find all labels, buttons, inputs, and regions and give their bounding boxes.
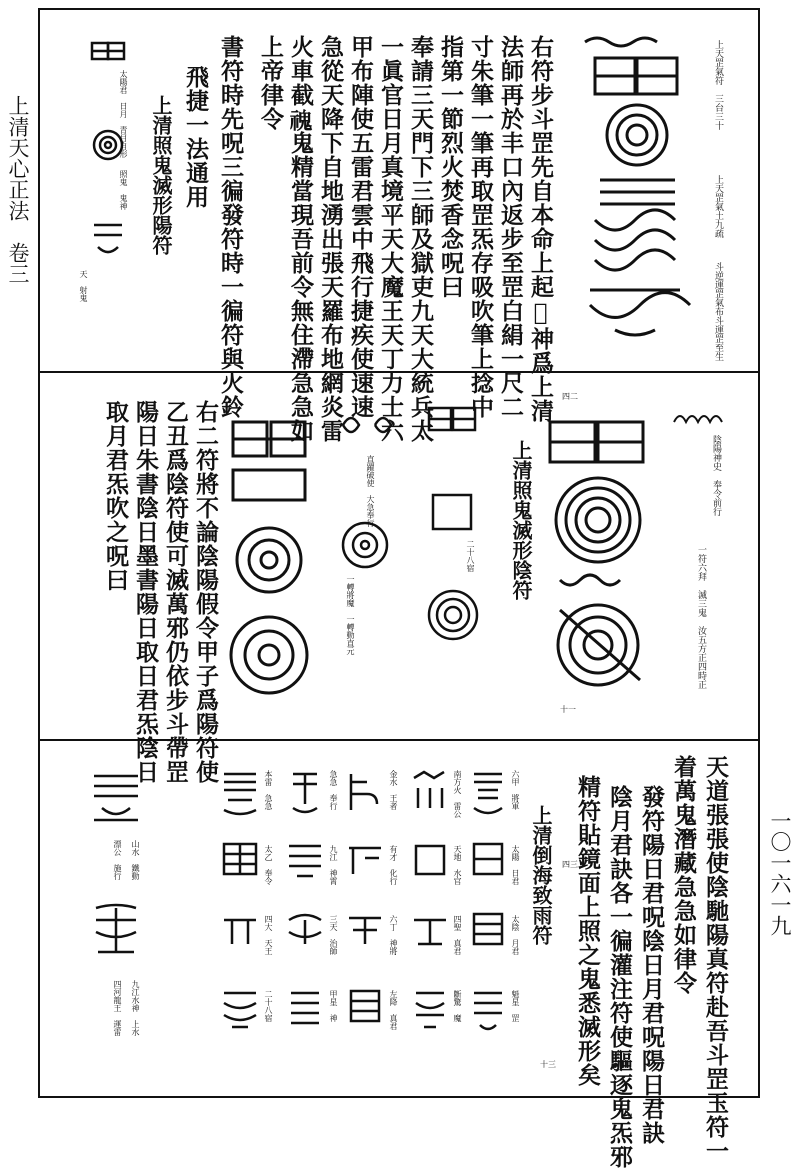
talisman-grid-cell: [410, 768, 450, 818]
talisman-note-b-b: 一符六拜 滅三鬼 汝五方正四時正: [696, 545, 706, 689]
talisman-grid-cell: [470, 910, 506, 950]
talisman-grid-label: 四河龍王 運雷: [113, 980, 122, 1036]
talisman-grid-label: 二十八宿: [264, 990, 273, 1022]
talisman-grid-cell: [345, 985, 385, 1035]
page-mark-bottom: 四三: [562, 860, 578, 869]
talisman-grid-label: 本雷 急急: [264, 770, 273, 810]
talisman-note-b-c: 二十八宿: [466, 540, 475, 572]
talisman-note-left-b: 照鬼 鬼神: [119, 170, 128, 210]
talisman-thunder-large: [575, 30, 705, 345]
talisman-grid-cell: [410, 985, 450, 1035]
text-col-6: 一眞官日月真境平天大魔王天丁力士六: [377, 35, 404, 443]
talisman-note-left-c: 天 射鬼: [79, 270, 88, 302]
text-col-b2: 乙丑爲陰符使可滅萬邪仍依步斗帶罡: [162, 400, 189, 784]
talisman-grid-cell: [285, 985, 325, 1035]
text-col-1: 右符步斗罡先自本命上起𥪡神爲上清: [527, 35, 554, 423]
text-col-c4: 陰月君訣各一徧灌注符使驅逐鬼炁邪: [606, 785, 633, 1169]
talisman-grid-label: 六丁 神將: [389, 915, 398, 955]
talisman-grid-cell: [218, 985, 262, 1035]
text-col-10: 上帝律令: [257, 35, 284, 131]
text-col-b1: 右二符將不論陰陽假令甲子爲陽符使: [192, 400, 219, 784]
text-col-2: 法師再於丰口內返步至罡白絹一尺二: [497, 35, 524, 419]
talisman-note-right-mid: 上天罡氣土九疏: [713, 175, 723, 238]
talisman-grid-label: 九江水神 上水: [131, 980, 140, 1036]
talisman-grid-cell: [285, 768, 325, 818]
talisman-large-spiral-right: [540, 410, 660, 710]
section-title-yang-talisman: 上清照鬼滅形陽符: [149, 95, 173, 255]
talisman-note-b-d: 直躍破使 大急奉行: [366, 455, 375, 527]
talisman-grid-label: 金水 王者: [389, 770, 398, 810]
talisman-grid-cell: [470, 768, 506, 818]
talisman-grid-cell: [218, 910, 262, 950]
talisman-grid-cell: [345, 910, 385, 950]
talisman-note-right-top: 上天罡氣符 三台三十: [713, 40, 723, 130]
text-col-8: 急從天降下自地湧出張天羅布地網炎雷: [317, 35, 344, 443]
section-title-rain-talisman: 上清倒海致雨符: [529, 805, 553, 945]
talisman-grid-cell: [345, 840, 385, 880]
text-col-c3: 發符陽日君呪陰日月君呪陽日君訣: [638, 785, 665, 1145]
text-col-9: 火車截𩲡鬼精當現吾前令無住滯急急如: [287, 35, 314, 443]
book-title-margin: 上清天心正法 卷三: [6, 95, 30, 284]
page-mark-middle: 四二: [562, 392, 578, 401]
talisman-grid-label: 四聖 真君: [453, 915, 462, 955]
talisman-grid-label: 四大 天王: [264, 915, 273, 955]
talisman-grid-label: 六甲 將軍: [511, 770, 520, 810]
text-col-4: 指第一節烈火焚香念呪曰: [437, 35, 464, 299]
text-col-3: 寸朱筆一筆再取罡炁存吸吹筆上捻中: [467, 35, 494, 419]
talisman-note-right-bottom: 斗逆運罡氣布斗運罡至生: [713, 262, 723, 361]
text-col-c2: 着萬鬼潛藏急急如律令: [670, 755, 697, 995]
text-col-c1: 天道張張使陰馳陽真符赴吾斗罡玉符一: [702, 755, 729, 1163]
talisman-grid-label: 左降 真君: [389, 990, 398, 1030]
talisman-grid-label: 太陰 月君: [511, 915, 520, 955]
talisman-grid-label: 急急 奉行: [329, 770, 338, 810]
talisman-grid-label: 漂公 施行: [113, 840, 122, 880]
talisman-grid-cell: [470, 985, 506, 1035]
text-col-b4: 取月君炁吹之呪曰: [102, 400, 129, 592]
talisman-grid-cell: [285, 840, 325, 880]
talisman-grid-label: 太乙 奉令: [264, 845, 273, 885]
talisman-grid-cell: [218, 768, 262, 818]
talisman-large-spiral-left: [225, 410, 315, 710]
talisman-grid-cell: [218, 840, 262, 880]
text-col-b3: 陽日朱書陰日墨書陽日取日君炁陰日: [132, 400, 159, 784]
page-number-middle: 十一: [560, 705, 576, 714]
page-number-bottom: 十三: [540, 1060, 556, 1069]
talisman-grid-cell: [345, 768, 385, 818]
talisman-grid-cell: [410, 840, 450, 880]
talisman-grid-label: 南方火 雷公: [453, 770, 462, 818]
talisman-grid-cell: [88, 768, 144, 828]
talisman-grid-label: 天地 水官: [453, 845, 462, 885]
talisman-grid-label: 九江 神霄: [329, 845, 338, 885]
text-col-7: 甲布陣使五雷君雲中飛行捷疾使速速: [347, 35, 374, 419]
talisman-grid-label: 山水 鐵動: [131, 840, 140, 880]
text-col-5: 奉請三天門下三師及獄吏九天大統兵太: [407, 35, 434, 443]
text-col-12: 飛捷一法通用: [182, 65, 209, 209]
talisman-grid-label: 三天 治師: [329, 915, 338, 955]
talisman-note-b-e: 一轉將魔 一轉動直元: [346, 575, 355, 655]
talisman-grid-cell: [285, 910, 325, 950]
page-number-margin: 一〇一六一九: [768, 810, 792, 936]
talisman-grid-label: 斷驚 魔: [453, 990, 462, 1022]
talisman-note-left-a: 太陽君 日月 青目自形: [119, 70, 128, 158]
talisman-grid-cell: [470, 840, 506, 880]
text-col-c5: 精符貼鏡面上照之鬼悉滅形矣: [574, 775, 601, 1087]
section-title-yin-talisman: 上清照鬼滅形陰符: [509, 440, 533, 600]
talisman-grid-label: 魁星 罡: [511, 990, 520, 1022]
talisman-note-b-a: 陰陽神史 奉令前行: [711, 435, 721, 516]
talisman-grid-label: 有才 化行: [389, 845, 398, 885]
talisman-cloud-mark: [670, 408, 730, 428]
text-col-11: 書符時先呪三徧發符時一徧符與火鈴: [217, 35, 244, 419]
talisman-grid-label: 太陽 日君: [511, 845, 520, 885]
talisman-grid-cell: [88, 900, 144, 960]
talisman-grid-label: 甲星 神: [329, 990, 338, 1022]
talisman-grid-cell: [410, 910, 450, 950]
